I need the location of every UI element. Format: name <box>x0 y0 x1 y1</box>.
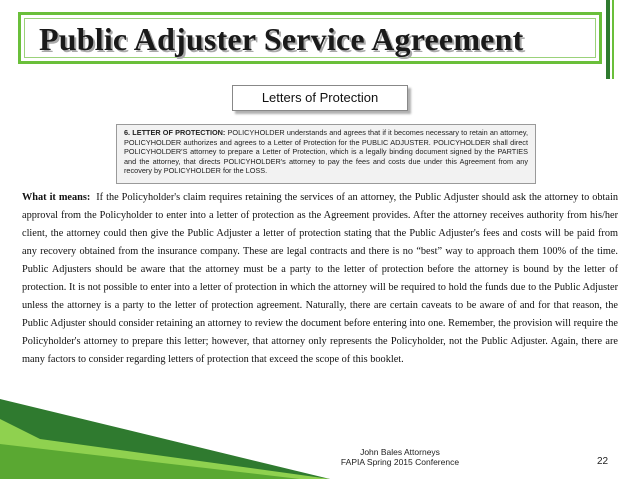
slide-title: Public Adjuster Service Agreement <box>39 21 524 57</box>
explanation-lead: What it means: <box>22 192 91 203</box>
footer <box>330 447 470 467</box>
footer-firm: John Bales Attorneys <box>360 447 440 457</box>
excerpt-heading: 6. LETTER OF PROTECTION: <box>124 128 226 137</box>
title-box <box>18 12 602 64</box>
section-subtitle: Letters of Protection <box>232 85 408 111</box>
right-accent-bar <box>606 0 610 79</box>
green-wedge-decoration <box>0 389 638 479</box>
footer-conference: FAPIA Spring 2015 Conference <box>340 457 460 467</box>
agreement-excerpt <box>116 124 536 184</box>
excerpt-text: POLICYHOLDER understands and agrees that if it becomes necessary to retain an attorney, POLICYHOLDER authorizes and agrees to a Letter of Protection for the PUBLIC ADJUSTER. POLICYHOLDER shall direct POLICYHOLDER'S attorney to prepare a Letter of Protection, which is a legally binding document signed by the PARTIES and the attorney, that directs POLICYHOLDER's attorney to pay the fees and costs due under this Agreement from any recovery by POLICYHOLDER for the LOSS. <box>124 128 528 176</box>
page-number: 22 <box>597 456 609 467</box>
explanation-paragraph <box>22 189 618 369</box>
right-accent-bar-light <box>612 0 614 79</box>
explanation-text: If the Policyholder's claim requires retaining the services of an attorney, the Public Adjuster should ask the attorney to obtain approval from the Policyholder to enter into a letter of protection as the Agreement provides. After the attorney receives authority from his/her client, the attorney could then give the Public Adjuster a letter of protection stating that the Public Adjuster's fees and costs will be paid from any recovery obtained from the insurance company. These are legal contracts and there is no “best” way to approach them 100% of the time. Public Adjusters should be aware that the attorney must be a party to the letter of protection before the attorney is bound by the letter of protection. It is not possible to enter into a letter of protection in which the attorney will be required to hold the funds due to the Public Adjuster unless the attorney is a party to the letter of protection agreement. Naturally, there are certain caveats to be aware of and for that reason, the Public Adjuster should consider retaining an attorney to review the document before entering into one. Remember, the provision will require the Policyholder's attorney to prepare this letter; however, that attorney only represents the Policyholder, not the Public Adjuster. Again, there are many factors to consider regarding letters of protection that exceed the scope of this booklet. <box>22 192 618 365</box>
